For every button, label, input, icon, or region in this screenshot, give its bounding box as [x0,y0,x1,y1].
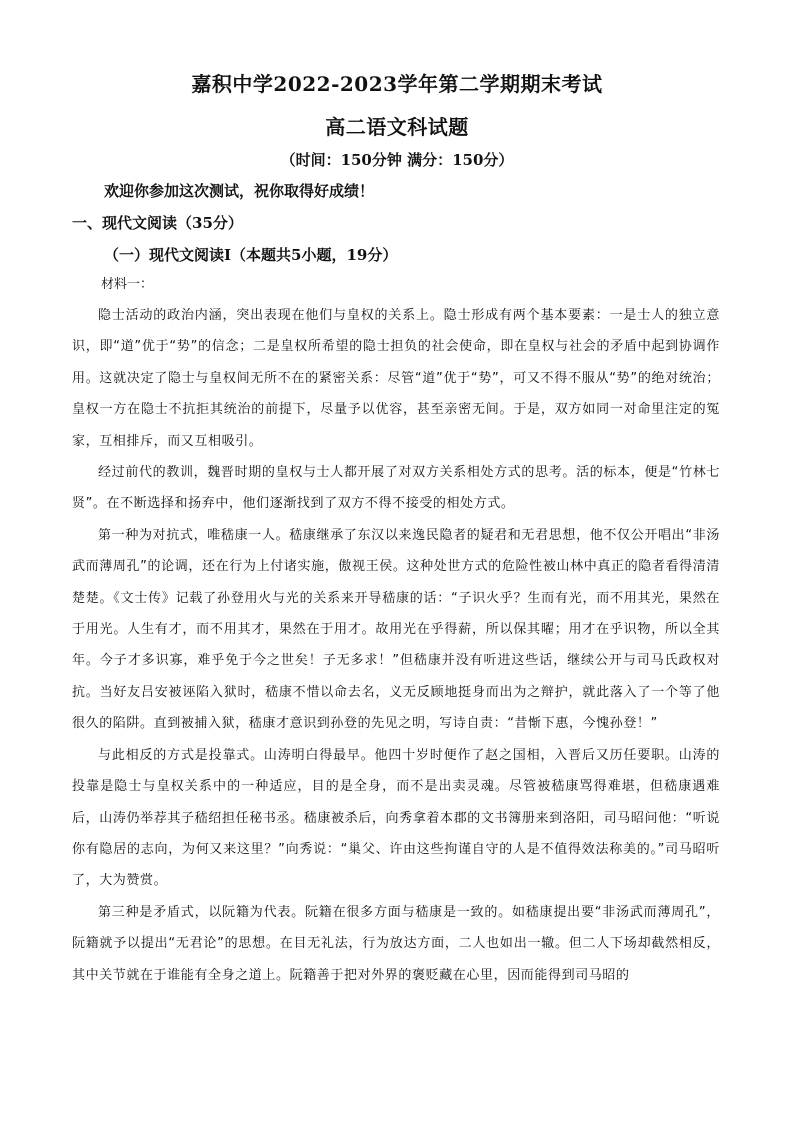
sub-section-heading: （一）现代文阅读Ⅰ（本题共5小题，19分） [104,246,398,264]
passage-paragraph: 经过前代的教训，魏晋时期的皇权与士人都开展了对双方关系相处方式的思考。活的标本，便是“竹林七贤”。在不断选择和扬弃中，他们逐渐找到了双方不得不接受的相处方式。 [72,465,720,512]
section-heading: 一、现代文阅读（35分） [72,214,243,232]
greeting-line: 欢迎你参加这次测试，祝你取得好成绩！ [104,182,375,200]
passage-paragraph: 第一种为对抗式，唯嵇康一人。嵇康继承了东汉以来逸民隐者的疑君和无君思想，他不仅公开唱出“非汤武而薄周孔”的论调，还在行为上付诸实施，傲视王侯。这种处世方式的危险性被山林中真正的隐者看得清清楚楚。《文士传》记载了孙登用火与光的关系来开导嵇康的话：“子识火乎？生而有光，而不用其光，果然在于用光。人生有才，而不用其才，果然在于用才。故用光在乎得薪，所以保其曜；用才在乎识物，所以全其年。今子才多识寡，难乎免于今之世矣！子无多求！”但嵇康并没有听进这些话，继续公开与司马氏政权对抗。当好友吕安被诬陷入狱时，嵇康不惜以命去名，义无反顾地挺身而出为之辩护，就此落入了一个等了他很久的陷阱。直到被捕入狱，嵇康才意识到孙登的先见之明，写诗自责：“昔惭下惠，今愧孙登！” [72,527,720,732]
exam-school-title: 嘉积中学2022-2023学年第二学期期末考试 [191,72,603,96]
exam-time-score-info: （时间：150分钟 满分：150分） [280,151,514,169]
passage-paragraph: 隐士活动的政治内涵，突出表现在他们与皇权的关系上。隐士形成有两个基本要素：一是士人的独立意识，即“道”优于“势”的信念；二是皇权所希望的隐士担负的社会使命，即在皇权与社会的矛盾中起到协调作用。这就决定了隐士与皇权间无所不在的紧密关系：尽管“道”优于“势”，可又不得不服从“势”的绝对统治；皇权一方在隐士不抗拒其统治的前提下，尽量予以优容，甚至亲密无间。于是，双方如同一对命里注定的冤家，互相排斥，而又互相吸引。 [72,308,720,449]
material-label: 材料一： [101,277,154,292]
exam-subject-title: 高二语文科试题 [325,115,469,139]
passage-paragraph: 第三种是矛盾式，以阮籍为代表。阮籍在很多方面与嵇康是一致的。如嵇康提出要“非汤武而薄周孔”，阮籍就予以提出“无君论”的思想。在目无礼法，行为放达方面，二人也如出一辙。但二人下场却截然相反，其中关节就在于谁能有全身之道上。阮籍善于把对外界的褒贬藏在心里，因而能得到司马昭的 [72,904,720,983]
reading-passage [72,300,720,991]
passage-paragraph: 与此相反的方式是投靠式。山涛明白得最早。他四十岁时便作了赵之国相，入晋后又历任要职。山涛的投靠是隐士与皇权关系中的一种适应，目的是全身，而不是出卖灵魂。尽管被嵇康骂得难堪，但嵇康遇难后，山涛仍举荐其子嵇绍担任秘书丞。嵇康被杀后，向秀拿着本郡的文书簿册来到洛阳，司马昭问他：“听说你有隐居的志向，为何又来这里？”向秀说：“巢父、许由这些拘谨自守的人是不值得效法称美的。”司马昭听了，大为赞赏。 [72,747,720,889]
